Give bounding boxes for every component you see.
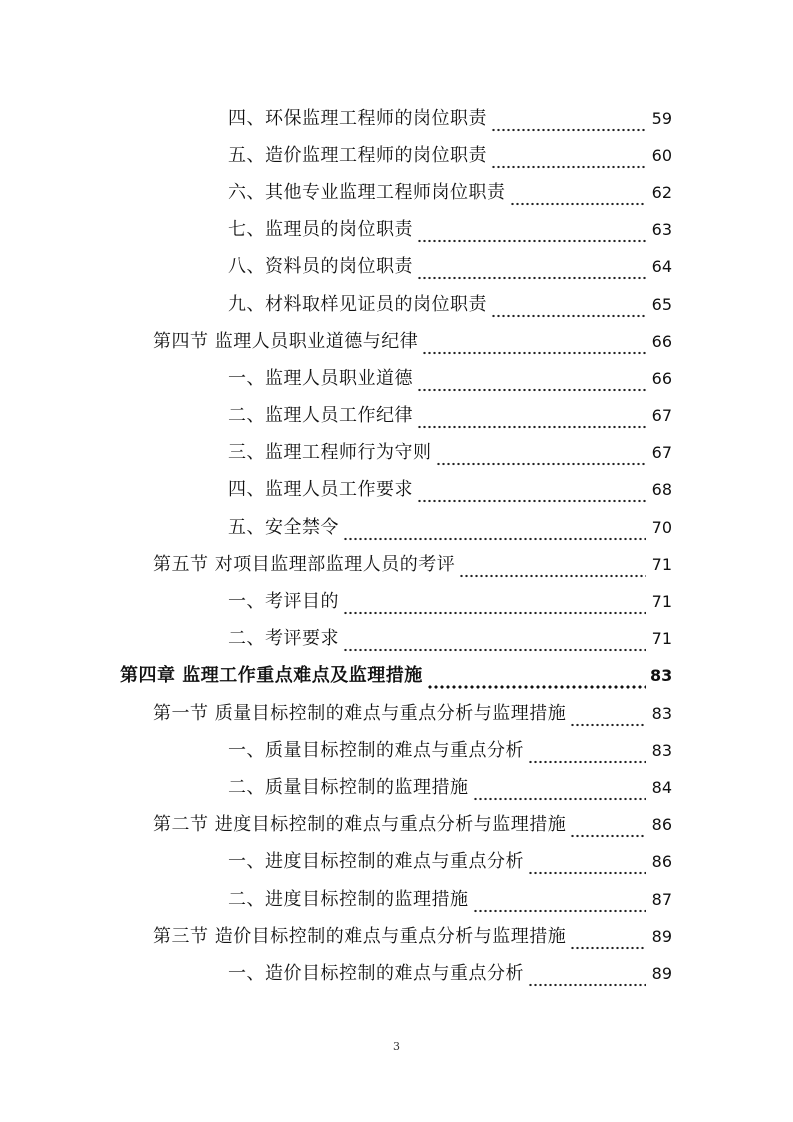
toc-entry-page: 84 xyxy=(651,777,672,797)
toc-dot-leader xyxy=(473,783,647,801)
toc-dot-leader xyxy=(491,300,646,318)
toc-dot-leader xyxy=(570,709,646,727)
toc-entry-page: 71 xyxy=(651,592,672,612)
toc-dot-leader xyxy=(343,523,646,541)
toc-entry[interactable] xyxy=(0,769,793,806)
toc-dot-leader xyxy=(343,634,646,652)
toc-entry-page: 66 xyxy=(651,368,672,388)
toc-entry[interactable] xyxy=(0,100,793,137)
toc-entry-title: 八、资料员的岗位职责 xyxy=(228,256,413,278)
toc-entry-page: 70 xyxy=(651,517,672,537)
toc-entry-page: 62 xyxy=(651,182,672,202)
toc-entry[interactable] xyxy=(0,621,793,658)
toc-entry[interactable] xyxy=(0,472,793,509)
toc-dot-leader xyxy=(528,969,646,987)
toc-dot-leader xyxy=(510,188,647,206)
toc-entry-title: 二、质量目标控制的监理措施 xyxy=(228,776,469,798)
toc-dot-leader xyxy=(343,597,646,615)
toc-entry-title: 三、监理工程师行为守则 xyxy=(228,442,432,464)
toc-entry-page: 87 xyxy=(651,889,672,909)
toc-entry-title: 第四节 监理人员职业道德与纪律 xyxy=(153,330,419,352)
toc-entry[interactable] xyxy=(0,212,793,249)
toc-dot-leader xyxy=(528,857,646,875)
toc-entry-page: 83 xyxy=(651,703,672,723)
toc-entry-page: 83 xyxy=(650,666,673,686)
toc-entry-page: 89 xyxy=(651,963,672,983)
toc-entry[interactable] xyxy=(0,732,793,769)
toc-dot-leader xyxy=(422,337,646,355)
toc-dot-leader xyxy=(459,560,646,578)
toc-entry[interactable] xyxy=(0,174,793,211)
toc-entry-page: 71 xyxy=(651,554,672,574)
toc-entry-page: 71 xyxy=(651,629,672,649)
toc-entry[interactable] xyxy=(0,435,793,472)
toc-section-entry[interactable] xyxy=(0,918,793,955)
toc-entry-title: 九、材料取样见证员的岗位职责 xyxy=(228,293,487,315)
toc-entry[interactable] xyxy=(0,249,793,286)
toc-dot-leader xyxy=(417,411,646,429)
toc-entry-page: 68 xyxy=(651,480,672,500)
toc-dot-leader xyxy=(491,151,646,169)
toc-entry-page: 59 xyxy=(651,108,672,128)
toc-entry-page: 86 xyxy=(651,852,672,872)
toc-entry-page: 63 xyxy=(651,220,672,240)
toc-entry-title: 二、监理人员工作纪律 xyxy=(228,405,413,427)
toc-entry-title: 第二节 进度目标控制的难点与重点分析与监理措施 xyxy=(153,814,567,836)
toc-dot-leader xyxy=(427,671,646,689)
toc-dot-leader xyxy=(436,448,647,466)
toc-entry[interactable] xyxy=(0,955,793,992)
toc-entry-title: 第五节 对项目监理部监理人员的考评 xyxy=(153,553,456,575)
toc-entry-title: 一、造价目标控制的难点与重点分析 xyxy=(228,962,524,984)
toc-entry-title: 五、造价监理工程师的岗位职责 xyxy=(228,144,487,166)
toc-entry-title: 一、进度目标控制的难点与重点分析 xyxy=(228,851,524,873)
toc-entry-title: 四、监理人员工作要求 xyxy=(228,479,413,501)
toc-chapter-entry[interactable] xyxy=(0,658,793,695)
toc-entry-page: 66 xyxy=(651,331,672,351)
toc-entry[interactable] xyxy=(0,137,793,174)
toc-entry-title: 五、安全禁令 xyxy=(228,516,339,538)
toc-entry-title: 一、监理人员职业道德 xyxy=(228,367,413,389)
toc-entry[interactable] xyxy=(0,398,793,435)
toc-entry-page: 65 xyxy=(651,294,672,314)
toc-dot-leader xyxy=(570,932,646,950)
toc-dot-leader xyxy=(417,262,646,280)
toc-dot-leader xyxy=(417,374,646,392)
toc-section-entry[interactable] xyxy=(0,323,793,360)
toc-entry-title: 一、质量目标控制的难点与重点分析 xyxy=(228,739,524,761)
toc-entry-title: 一、考评目的 xyxy=(228,591,339,613)
toc-entry[interactable] xyxy=(0,881,793,918)
toc-entry-page: 64 xyxy=(651,257,672,277)
toc-entry-title: 第三节 造价目标控制的难点与重点分析与监理措施 xyxy=(153,925,567,947)
toc-entry-page: 83 xyxy=(651,740,672,760)
toc-entry-title: 第四章 监理工作重点难点及监理措施 xyxy=(120,665,423,687)
toc-dot-leader xyxy=(417,485,646,503)
toc-entry-page: 67 xyxy=(651,443,672,463)
toc-entry-page: 89 xyxy=(651,926,672,946)
toc-entry[interactable] xyxy=(0,360,793,397)
toc-entry-page: 60 xyxy=(651,145,672,165)
page-number: 3 xyxy=(393,1040,400,1053)
toc-entry-title: 四、环保监理工程师的岗位职责 xyxy=(228,107,487,129)
toc-section-entry[interactable] xyxy=(0,546,793,583)
toc-entry[interactable] xyxy=(0,844,793,881)
toc-section-entry[interactable] xyxy=(0,807,793,844)
toc-entry-title: 六、其他专业监理工程师岗位职责 xyxy=(228,181,506,203)
toc-entry[interactable] xyxy=(0,509,793,546)
toc-entry[interactable] xyxy=(0,583,793,620)
toc-entry-title: 二、考评要求 xyxy=(228,628,339,650)
toc-entry-title: 七、监理员的岗位职责 xyxy=(228,219,413,241)
toc-dot-leader xyxy=(473,895,647,913)
toc-section-entry[interactable] xyxy=(0,695,793,732)
toc-entry[interactable] xyxy=(0,286,793,323)
toc-entry-title: 二、进度目标控制的监理措施 xyxy=(228,888,469,910)
toc-entry-page: 86 xyxy=(651,815,672,835)
toc-entry-page: 67 xyxy=(651,406,672,426)
toc-dot-leader xyxy=(528,746,646,764)
toc-dot-leader xyxy=(417,225,646,243)
toc-dot-leader xyxy=(491,114,646,132)
table-of-contents xyxy=(0,100,793,993)
toc-dot-leader xyxy=(570,820,646,838)
toc-entry-title: 第一节 质量目标控制的难点与重点分析与监理措施 xyxy=(153,702,567,724)
